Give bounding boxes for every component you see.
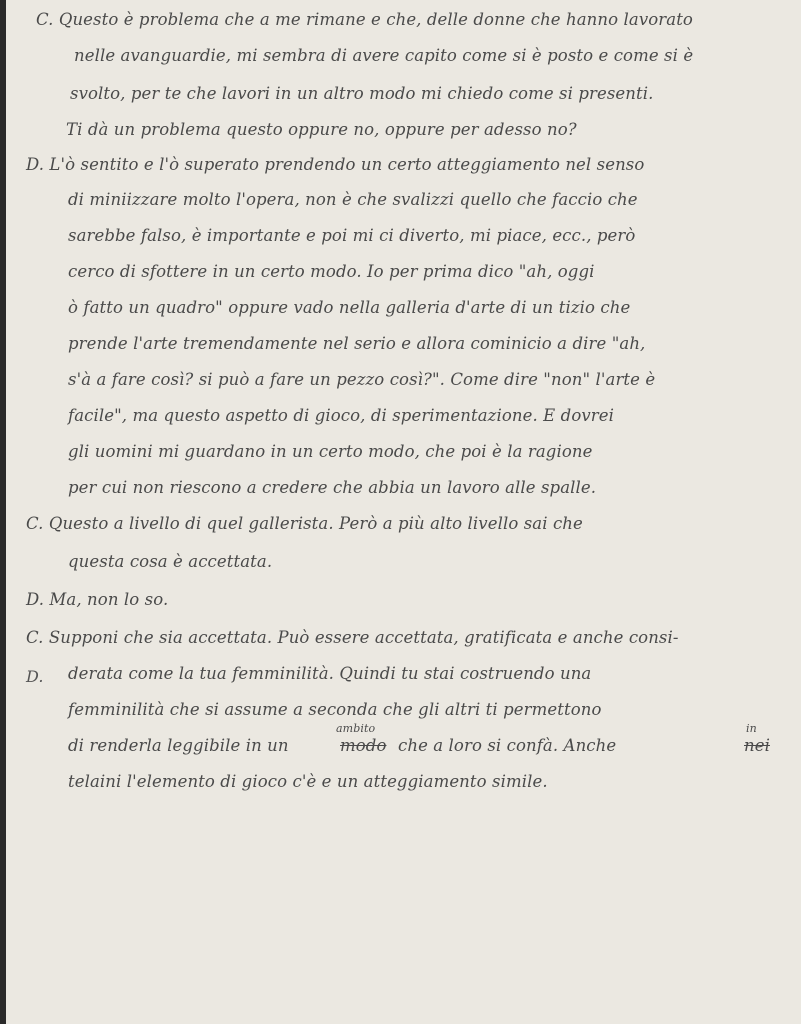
text-line: facile", ma questo aspetto di gioco, di sperimentazione. E dovrei [68, 406, 615, 425]
text-line: nelle avanguardie, mi sembra di avere capito come si è posto e come si è [74, 46, 694, 65]
text-line: sarebbe falso, è importante e poi mi ci diverto, mi piace, ecc., però [68, 226, 636, 245]
text-line: questa cosa è accettata. [68, 552, 273, 571]
text-line: C. Questo a livello di quel gallerista. Però a più alto livello sai che [26, 514, 583, 533]
text-line: femminilità che si assume a seconda che gli altri ti permettono [68, 700, 602, 719]
text-line: gli uomini mi guardano in un certo modo, che poi è la ragione [68, 442, 593, 461]
text-line: ò fatto un quadro" oppure vado nella galleria d'arte di un tizio che [68, 298, 631, 317]
text-line: C. Questo è problema che a me rimane e che, delle donne che hanno lavorato [36, 10, 693, 29]
handwritten-text [6, 0, 801, 1024]
inserted-word: in [746, 722, 757, 735]
text-line: cerco di sfottere in un certo modo. Io per prima dico "ah, oggi [68, 262, 595, 281]
text-line: svolto, per te che lavori in un altro modo mi chiedo come si presenti. [70, 84, 654, 103]
text-line: prende l'arte tremendamente nel serio e allora cominicio a dire "ah, [68, 334, 646, 353]
text-line: telaini l'elemento di gioco c'è e un atteggiamento simile. [68, 772, 548, 791]
struck-word: nei [744, 736, 770, 755]
text-line: derata come la tua femminilità. Quindi tu stai costruendo una [68, 664, 592, 683]
text-line: Ti dà un problema questo oppure no, oppure per adesso no? [66, 120, 577, 139]
text-line: C. Supponi che sia accettata. Può essere accettata, gratificata e anche consi- [26, 628, 679, 647]
text-line: che a loro si confà. Anche [398, 736, 617, 755]
margin-note: D. [26, 667, 44, 686]
text-line: per cui non riescono a credere che abbia un lavoro alle spalle. [68, 478, 597, 497]
struck-word: modo [340, 736, 387, 755]
text-line: di renderla leggibile in un [68, 736, 289, 755]
text-line: D. Ma, non lo so. [26, 590, 169, 609]
text-line: s'à a fare così? si può a fare un pezzo così?". Come dire "non" l'arte è [68, 370, 656, 389]
text-line: D. L'ò sentito e l'ò superato prendendo un certo atteggiamento nel senso [26, 155, 645, 174]
text-line: di miniizzare molto l'opera, non è che svalizzi quello che faccio che [68, 190, 638, 209]
inserted-word: ambito [336, 722, 376, 735]
